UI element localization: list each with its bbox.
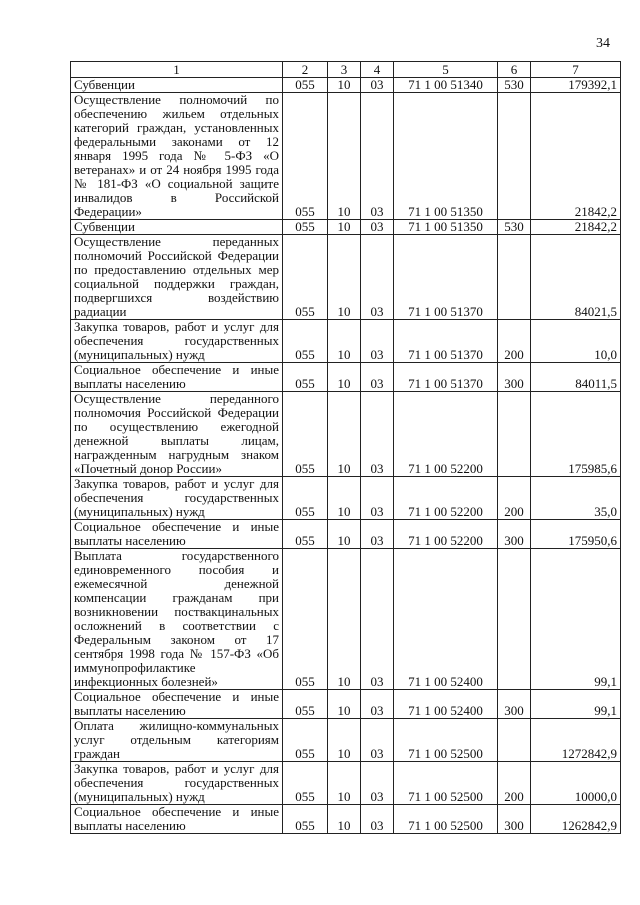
- row-amount: 175950,6: [531, 520, 621, 549]
- row-target-article: 71 1 00 51370: [394, 235, 498, 320]
- row-ministry-code: 055: [283, 805, 328, 834]
- row-section-code: 10: [328, 719, 361, 762]
- table-row: [71, 477, 621, 520]
- row-description: Социальное обеспечение и иные выплаты населению: [71, 520, 283, 549]
- column-header: 1: [71, 62, 283, 78]
- row-section-code: 10: [328, 235, 361, 320]
- row-subsection-code: 03: [361, 690, 394, 719]
- row-ministry-code: 055: [283, 392, 328, 477]
- row-expense-type: [498, 235, 531, 320]
- table-row: [71, 93, 621, 220]
- row-amount: 99,1: [531, 690, 621, 719]
- row-amount: 1272842,9: [531, 719, 621, 762]
- row-expense-type: 530: [498, 220, 531, 235]
- row-amount: 175985,6: [531, 392, 621, 477]
- row-expense-type: 300: [498, 520, 531, 549]
- row-expense-type: 300: [498, 805, 531, 834]
- column-header: 2: [283, 62, 328, 78]
- row-amount: 84021,5: [531, 235, 621, 320]
- row-amount: 21842,2: [531, 93, 621, 220]
- row-description: Субвенции: [71, 220, 283, 235]
- row-description: Закупка товаров, работ и услуг для обеспечения государственных (муниципальных) нужд: [71, 762, 283, 805]
- row-subsection-code: 03: [361, 93, 394, 220]
- row-amount: 21842,2: [531, 220, 621, 235]
- table-row: [71, 392, 621, 477]
- row-expense-type: 530: [498, 78, 531, 93]
- row-description: Социальное обеспечение и иные выплаты населению: [71, 690, 283, 719]
- table-row: [71, 549, 621, 690]
- row-section-code: 10: [328, 549, 361, 690]
- row-target-article: 71 1 00 52200: [394, 392, 498, 477]
- table-row: [71, 363, 621, 392]
- row-target-article: 71 1 00 52200: [394, 520, 498, 549]
- row-subsection-code: 03: [361, 363, 394, 392]
- row-target-article: 71 1 00 51350: [394, 93, 498, 220]
- column-header: 3: [328, 62, 361, 78]
- row-expense-type: 300: [498, 690, 531, 719]
- row-section-code: 10: [328, 320, 361, 363]
- row-subsection-code: 03: [361, 549, 394, 690]
- row-description: Субвенции: [71, 78, 283, 93]
- row-expense-type: [498, 392, 531, 477]
- row-section-code: 10: [328, 363, 361, 392]
- row-amount: 10000,0: [531, 762, 621, 805]
- row-description: Закупка товаров, работ и услуг для обеспечения государственных (муниципальных) нужд: [71, 477, 283, 520]
- row-ministry-code: 055: [283, 78, 328, 93]
- table-row: [71, 235, 621, 320]
- row-target-article: 71 1 00 51370: [394, 320, 498, 363]
- row-ministry-code: 055: [283, 220, 328, 235]
- row-section-code: 10: [328, 805, 361, 834]
- table-row: [71, 78, 621, 93]
- row-target-article: 71 1 00 51340: [394, 78, 498, 93]
- row-subsection-code: 03: [361, 392, 394, 477]
- row-section-code: 10: [328, 762, 361, 805]
- row-section-code: 10: [328, 392, 361, 477]
- row-target-article: 71 1 00 52400: [394, 690, 498, 719]
- row-subsection-code: 03: [361, 719, 394, 762]
- row-subsection-code: 03: [361, 235, 394, 320]
- row-ministry-code: 055: [283, 320, 328, 363]
- row-section-code: 10: [328, 477, 361, 520]
- row-amount: 179392,1: [531, 78, 621, 93]
- row-ministry-code: 055: [283, 719, 328, 762]
- column-header: 4: [361, 62, 394, 78]
- row-target-article: 71 1 00 52200: [394, 477, 498, 520]
- column-header: 6: [498, 62, 531, 78]
- table-row: [71, 690, 621, 719]
- row-section-code: 10: [328, 690, 361, 719]
- row-description: Осуществление переданного полномочия Российской Федерации по осуществлению ежегодной денежной выплаты лицам, награжденным нагрудным знаком «Почетный донор России»: [71, 392, 283, 477]
- row-section-code: 10: [328, 220, 361, 235]
- header-row: [71, 62, 621, 78]
- row-section-code: 10: [328, 78, 361, 93]
- row-target-article: 71 1 00 51370: [394, 363, 498, 392]
- row-expense-type: 200: [498, 320, 531, 363]
- row-expense-type: 200: [498, 477, 531, 520]
- table-row: [71, 762, 621, 805]
- row-description: Социальное обеспечение и иные выплаты населению: [71, 805, 283, 834]
- row-ministry-code: 055: [283, 762, 328, 805]
- row-ministry-code: 055: [283, 520, 328, 549]
- row-target-article: 71 1 00 52400: [394, 549, 498, 690]
- row-amount: 1262842,9: [531, 805, 621, 834]
- row-subsection-code: 03: [361, 220, 394, 235]
- row-subsection-code: 03: [361, 78, 394, 93]
- row-description: Социальное обеспечение и иные выплаты населению: [71, 363, 283, 392]
- row-subsection-code: 03: [361, 320, 394, 363]
- row-target-article: 71 1 00 51350: [394, 220, 498, 235]
- table-row: [71, 719, 621, 762]
- row-ministry-code: 055: [283, 235, 328, 320]
- row-expense-type: [498, 93, 531, 220]
- row-description: Осуществление полномочий по обеспечению жильем отдельных категорий граждан, установленных федеральными законами от 12 января 1995 года № 5-ФЗ «О ветеранах» и от 24 ноября 1995 года № 181-ФЗ «О социальной защите инвалидов в Российской Федерации»: [71, 93, 283, 220]
- row-description: Оплата жилищно-коммунальных услуг отдельным категориям граждан: [71, 719, 283, 762]
- row-expense-type: 200: [498, 762, 531, 805]
- table-row: [71, 220, 621, 235]
- row-expense-type: 300: [498, 363, 531, 392]
- row-target-article: 71 1 00 52500: [394, 762, 498, 805]
- row-ministry-code: 055: [283, 363, 328, 392]
- table-body: [71, 78, 621, 834]
- table-row: [71, 805, 621, 834]
- row-description: Осуществление переданных полномочий Российской Федерации по предоставлению отдельных мер социальной поддержки граждан, подвергшихся воздействию радиации: [71, 235, 283, 320]
- row-section-code: 10: [328, 520, 361, 549]
- row-target-article: 71 1 00 52500: [394, 805, 498, 834]
- table-row: [71, 320, 621, 363]
- budget-table: [70, 61, 621, 834]
- row-target-article: 71 1 00 52500: [394, 719, 498, 762]
- row-amount: 10,0: [531, 320, 621, 363]
- row-section-code: 10: [328, 93, 361, 220]
- row-subsection-code: 03: [361, 805, 394, 834]
- row-subsection-code: 03: [361, 762, 394, 805]
- row-ministry-code: 055: [283, 93, 328, 220]
- row-ministry-code: 055: [283, 477, 328, 520]
- column-header: 7: [531, 62, 621, 78]
- row-ministry-code: 055: [283, 690, 328, 719]
- page-number: 34: [596, 36, 610, 51]
- table-row: [71, 520, 621, 549]
- column-header: 5: [394, 62, 498, 78]
- row-amount: 35,0: [531, 477, 621, 520]
- row-expense-type: [498, 549, 531, 690]
- row-subsection-code: 03: [361, 477, 394, 520]
- row-description: Закупка товаров, работ и услуг для обеспечения государственных (муниципальных) нужд: [71, 320, 283, 363]
- row-amount: 99,1: [531, 549, 621, 690]
- row-description: Выплата государственного единовременного пособия и ежемесячной денежной компенсации гражданам при возникновении поствакцинальных осложнений в соответствии с Федеральным законом от 17 сентября 1998 года № 157-ФЗ «Об иммунопрофилактике инфекционных болезней»: [71, 549, 283, 690]
- row-subsection-code: 03: [361, 520, 394, 549]
- row-expense-type: [498, 719, 531, 762]
- row-ministry-code: 055: [283, 549, 328, 690]
- row-amount: 84011,5: [531, 363, 621, 392]
